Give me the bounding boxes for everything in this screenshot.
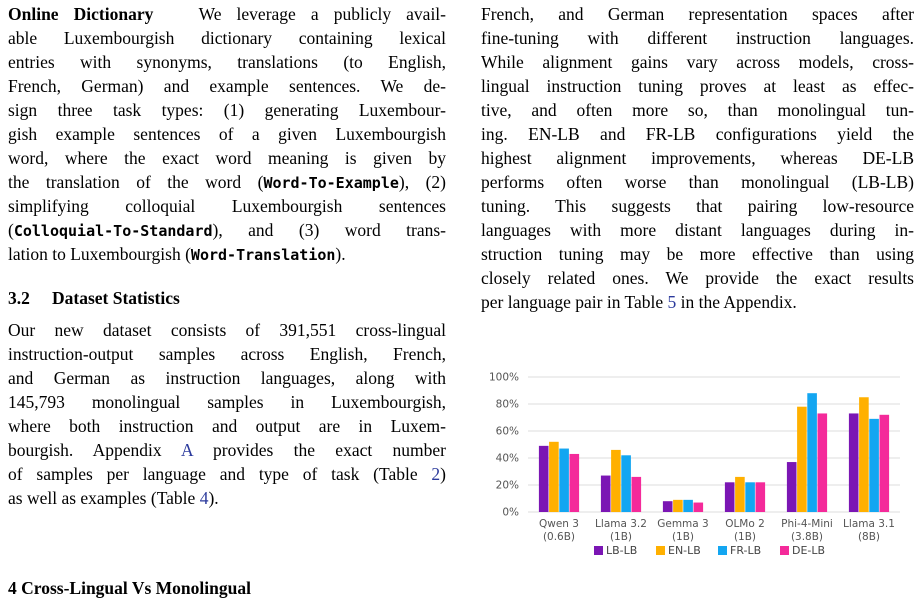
paragraph-line: lingual instruction tuning proves at least as effec- <box>481 76 914 96</box>
x-tick-label: Phi-4-Mini <box>781 518 833 530</box>
paragraph-line: tuning. This suggests that pairing low-resource <box>481 196 914 216</box>
y-tick-label: 60% <box>495 425 519 438</box>
paragraph-line: gish example sentences of a given Luxembourgish <box>8 124 446 144</box>
section-heading <box>8 286 446 310</box>
alignment-bar-chart <box>478 362 908 584</box>
bar <box>694 503 704 512</box>
x-tick-label: Llama 3.2 <box>595 518 647 530</box>
x-tick-label: Gemma 3 <box>657 518 709 530</box>
paragraph-line: French, German) and example sentences. We de- <box>8 76 446 96</box>
bar <box>725 482 735 512</box>
table-4-link[interactable]: 4 <box>199 488 209 508</box>
paragraph-line: sign three task types: (1) generating Luxembour- <box>8 100 446 120</box>
paragraph-line: Online Dictionary We leverage a publicly avail- <box>8 4 446 24</box>
section-number: 3.2 <box>8 288 30 308</box>
bar <box>539 446 549 512</box>
bar <box>621 455 631 512</box>
bar <box>735 477 745 512</box>
paragraph-line: of samples per language and type of task (Table 2) <box>8 464 446 484</box>
x-tick-label: (1B) <box>609 531 633 543</box>
paragraph-line: simplifying colloquial Luxembourgish sentences <box>8 196 446 216</box>
task-name-colloquial-to-standard: Colloquial-To-Standard <box>13 222 213 240</box>
bar <box>880 415 890 512</box>
task-name-word-to-example: Word-To-Example <box>263 174 399 192</box>
task-name-word-translation: Word-Translation <box>190 246 336 264</box>
paragraph-line: bourgish. Appendix A provides the exact number <box>8 440 446 460</box>
table-5-link[interactable]: 5 <box>667 292 677 312</box>
legend-swatch <box>718 546 727 555</box>
paragraph-heading: Online Dictionary <box>8 4 154 24</box>
x-tick-label: Llama 3.1 <box>843 518 895 530</box>
x-tick-label: (8B) <box>857 531 881 543</box>
paragraph-line: as well as examples (Table 4). <box>8 488 219 508</box>
paragraph-line: closely related ones. We provide the exact results <box>481 268 914 288</box>
x-tick-label: (0.6B) <box>542 531 576 543</box>
legend-label: FR-LB <box>730 544 762 557</box>
x-tick-label: Qwen 3 <box>539 518 579 530</box>
paragraph-line: highest alignment improvements, whereas DE-LB <box>481 148 914 168</box>
y-tick-label: 40% <box>495 452 519 465</box>
bar <box>663 501 673 512</box>
bar <box>849 413 859 512</box>
paragraph-line: entries with synonyms, translations (to English, <box>8 52 446 72</box>
paragraph-line: lation to Luxembourgish (Word-Translation). <box>8 244 346 264</box>
bar <box>869 419 879 512</box>
bar <box>673 500 683 512</box>
paragraph-line: and German as instruction languages, along with <box>8 368 446 388</box>
bar <box>818 413 828 512</box>
x-tick-label: OLMo 2 <box>725 518 765 530</box>
y-tick-label: 20% <box>495 479 519 492</box>
paragraph-line: per language pair in Table 5 in the Appendix. <box>481 292 797 312</box>
x-tick-label: (1B) <box>671 531 695 543</box>
x-tick-label: (1B) <box>733 531 757 543</box>
paragraph-line: word, where the exact word meaning is given by <box>8 148 446 168</box>
bar <box>611 450 621 512</box>
legend-label: DE-LB <box>792 544 826 557</box>
legend-label: EN-LB <box>668 544 701 557</box>
paragraph-line: 145,793 monolingual samples in Luxembourgish, <box>8 392 446 412</box>
bar <box>787 462 797 512</box>
paragraph-line: tive, and often more so, than monolingual tun- <box>481 100 914 120</box>
paragraph-line: fine-tuning with different instruction languages. <box>481 28 914 48</box>
y-tick-label: 0% <box>502 506 519 519</box>
bar <box>570 454 580 512</box>
y-tick-label: 100% <box>488 371 519 384</box>
y-tick-label: 80% <box>495 398 519 411</box>
next-section-heading: 4 Cross-Lingual Vs Monolingual <box>8 578 251 598</box>
paragraph-line: French, and German representation spaces after <box>481 4 914 24</box>
bar <box>859 397 869 512</box>
bar <box>756 482 766 512</box>
section-title: Dataset Statistics <box>52 288 180 308</box>
paragraph-line: Our new dataset consists of 391,551 cross-lingual <box>8 320 446 340</box>
legend-swatch <box>780 546 789 555</box>
paragraph-line: able Luxembourgish dictionary containing lexical <box>8 28 446 48</box>
bar <box>807 393 817 512</box>
appendix-link[interactable]: A <box>181 440 193 460</box>
bar <box>559 449 569 512</box>
paragraph-line: the translation of the word (Word-To-Example), (2) <box>8 172 446 192</box>
paragraph-line: ing. EN-LB and FR-LB configurations yield the <box>481 124 914 144</box>
paragraph-line: where both instruction and output are in Luxem- <box>8 416 446 436</box>
paragraph-line: instruction-output samples across English, French, <box>8 344 446 364</box>
bar <box>632 477 642 512</box>
bar <box>549 442 559 512</box>
bar <box>683 500 693 512</box>
bar <box>797 407 807 512</box>
legend-label: LB-LB <box>606 544 638 557</box>
legend-swatch <box>594 546 603 555</box>
paragraph-line: struction tuning may be more effective than using <box>481 244 914 264</box>
bar <box>601 476 611 512</box>
paragraph-line: languages with more distant languages during in- <box>481 220 914 240</box>
paragraph-line: (Colloquial-To-Standard), and (3) word trans- <box>8 220 446 240</box>
paragraph-line: While alignment gains vary across models, cross- <box>481 52 914 72</box>
paragraph-line: performs often worse than monolingual (LB-LB) <box>481 172 914 192</box>
x-tick-label: (3.8B) <box>790 531 824 543</box>
legend-swatch <box>656 546 665 555</box>
table-2-link[interactable]: 2 <box>431 464 441 484</box>
bar <box>745 482 755 512</box>
